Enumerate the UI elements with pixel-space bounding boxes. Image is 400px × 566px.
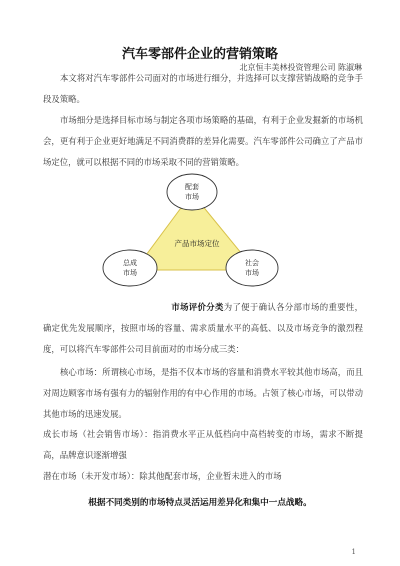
evaluation-paragraph	[43, 297, 363, 360]
core-market-paragraph: 核心市场：所谓核心市场，是指不仅本市场的容量和消费水平较其他市场高，而且对周边顾客市场有强有力的辐射作用的有中心作用的市场。占领了核心市场，可以带动其他市场的迅速发展。	[43, 367, 363, 419]
left-node-line-2: 市场	[123, 269, 137, 277]
page-number: 1	[351, 548, 356, 556]
right-node-line-2: 市场	[245, 269, 259, 277]
right-node	[226, 250, 278, 286]
center-label: 产品市场定位	[174, 239, 220, 248]
author-byline: 北京恒丰美林投资管理公司 陈淑琳	[239, 63, 362, 72]
left-node	[103, 250, 157, 286]
top-node-line-1: 配套	[185, 183, 199, 191]
left-node-line-1: 总成	[123, 259, 137, 267]
market-positioning-diagram	[90, 168, 320, 298]
growth-market-paragraph: 成长市场（社会销售市场）：指消费水平正从低档向中高档转变的市场，需求不断提高，品牌意识逐渐增强	[43, 429, 363, 460]
right-node-line-1: 社会	[245, 259, 259, 267]
document-title: 汽车零部件企业的营销策略	[121, 47, 278, 62]
top-node	[167, 174, 217, 210]
potential-market-paragraph: 潜在市场（未开发市场）：除其他配套市场，企业暂未进入的市场	[43, 471, 282, 481]
segmentation-paragraph: 市场细分是选择目标市场与制定各项市场策略的基础，有利于企业发掘新的市场机会，更有利于企业更好地满足不同消费群的差异化需要。汽车零部件公司确立了产品市场定位，就可以根据不同的市场采取不同的营销策略。	[43, 115, 363, 167]
evaluation-lead-term: 市场评价分类	[171, 302, 224, 312]
top-node-line-2: 市场	[185, 193, 199, 201]
intro-paragraph: 本文将对汽车零部件公司面对的市场进行细分，并选择可以支撑营销战略的竞争手段及策略。	[43, 73, 363, 104]
conclusion-line: 根据不同类别的市场特点灵活运用差异化和集中一点战略。	[88, 498, 312, 508]
evaluation-text: 为了便于确认各分部市场的重要性，确定优先发展顺序，按照市场的容量、需求质量水平的高低、以及市场竞争的激烈程度，可以将汽车零部件公司目前面对的市场分成三类：	[43, 302, 364, 354]
